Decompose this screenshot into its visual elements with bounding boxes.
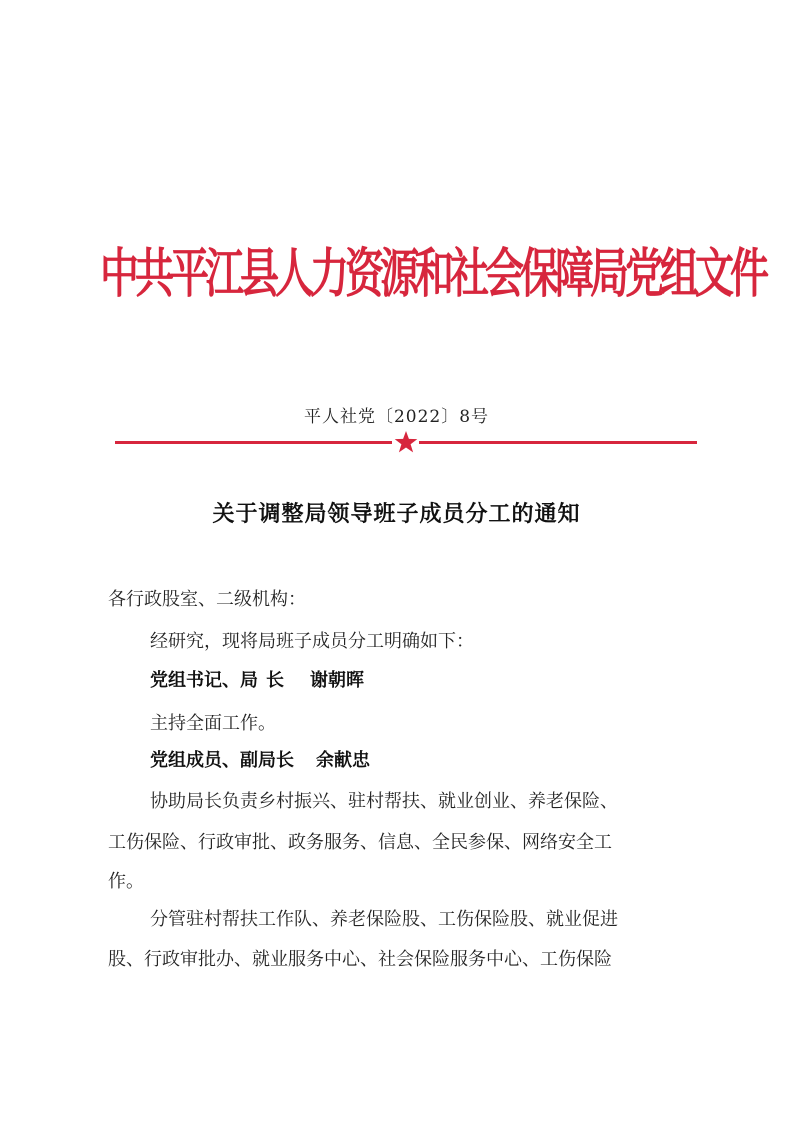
leader-2-heading (150, 746, 370, 772)
leader-1-role-part2: 长 (266, 670, 284, 691)
leader-2-name: 余献忠 (316, 750, 370, 771)
leader-2-duty-line-2: 工伤保险、行政审批、政务服务、信息、全民参保、网络安全工 (108, 832, 612, 853)
document-header-title: 中共平江县人力资源和社会保障局党组文件 (100, 242, 766, 305)
header-rule-right (419, 441, 697, 444)
leader-1-heading (150, 666, 364, 692)
notice-title: 关于调整局领导班子成员分工的通知 (212, 501, 581, 527)
leader-2-duty-line-3: 作。 (108, 871, 144, 892)
leader-2-manage-line-1: 分管驻村帮扶工作队、养老保险股、工伤保险股、就业促进 (150, 909, 618, 930)
salutation: 各行政股室、二级机构： (108, 589, 306, 610)
leader-2-duty-line-1: 协助局长负责乡村振兴、驻村帮扶、就业创业、养老保险、 (150, 791, 618, 812)
leader-2-role: 党组成员、副局长 (150, 750, 294, 771)
leader-1-role-part1: 党组书记、局 (150, 670, 258, 691)
leader-2-manage-line-2: 股、行政审批办、就业服务中心、社会保险服务中心、工伤保险 (108, 949, 612, 970)
leader-1-name: 谢朝晖 (310, 670, 364, 691)
leader-1-duty: 主持全面工作。 (150, 713, 276, 734)
document-number: 平人社党〔2022〕8号 (303, 407, 490, 427)
intro-paragraph: 经研究，现将局班子成员分工明确如下： (150, 631, 474, 652)
header-rule-left (115, 441, 392, 444)
red-star-icon (394, 430, 418, 454)
